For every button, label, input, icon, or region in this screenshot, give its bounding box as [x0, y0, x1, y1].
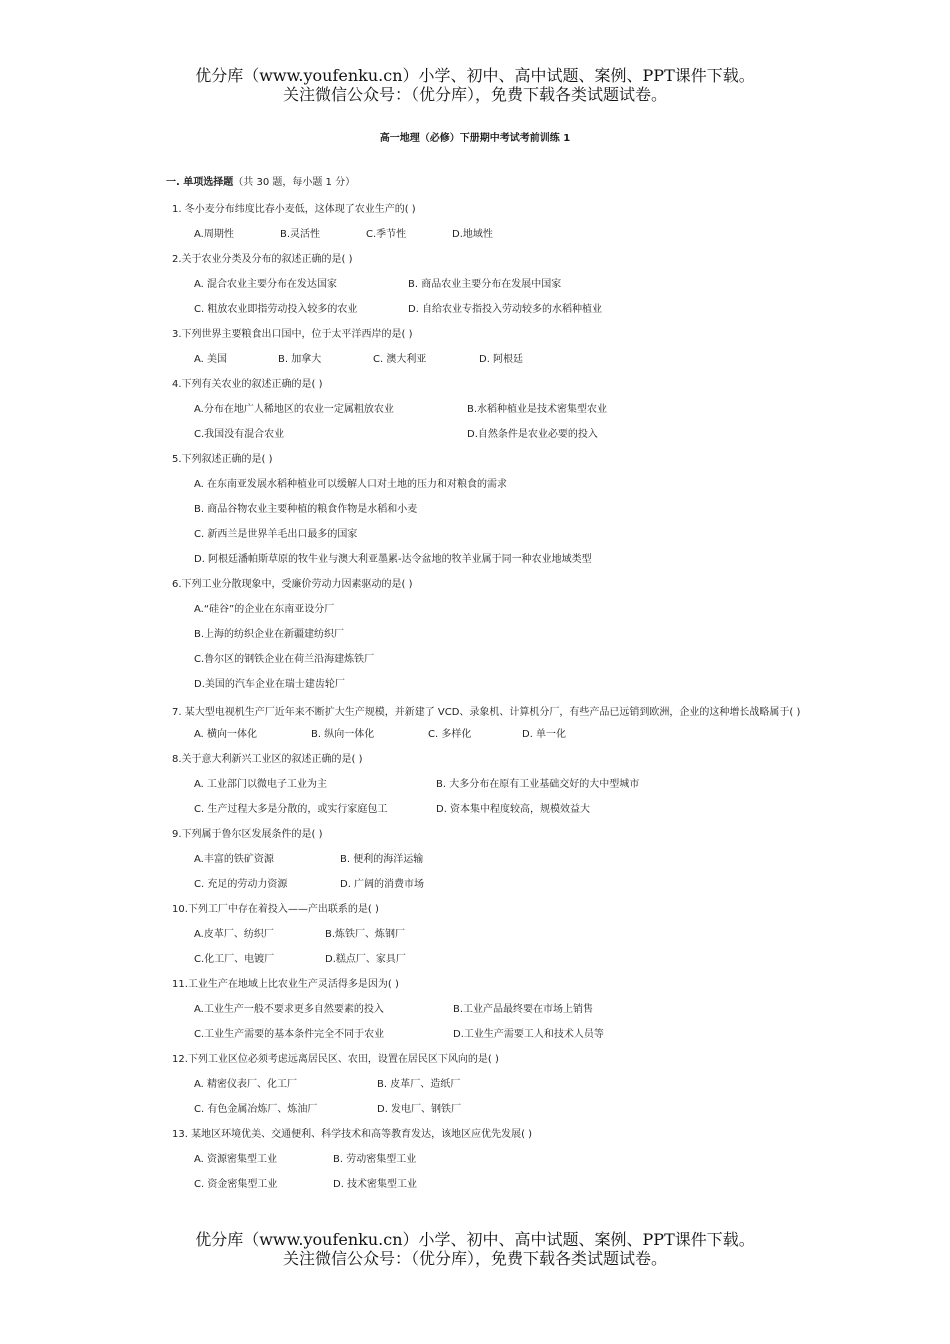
option-row	[166, 600, 806, 625]
question-stem: 12.下列工业区位必须考虑远离居民区、农田，设置在居民区下风向的是( )	[172, 1054, 499, 1065]
question-stem: 7. 某大型电视机生产厂近年来不断扩大生产规模，并新建了 VCD、录象机、计算机分厂，有些产品已远销到欧洲，企业的这种增长战略属于( )	[172, 707, 801, 718]
section-label: 一. 单项选择题	[166, 177, 234, 188]
option-row	[166, 850, 806, 875]
answer-option: A. 精密仪表厂、化工厂	[194, 1079, 298, 1090]
question-stem: 9.下列属于鲁尔区发展条件的是( )	[172, 829, 323, 840]
option-row	[166, 1025, 806, 1050]
answer-option: B.上海的纺织企业在新疆建纺织厂	[194, 629, 345, 640]
option-row	[166, 1150, 806, 1175]
page-title: 高一地理（必修）下册期中考试考前训练 1	[379, 133, 571, 144]
answer-option: D.自然条件是农业必要的投入	[467, 429, 598, 440]
header-line-2: 关注微信公众号：（优分库），免费下载各类试题试卷。	[282, 85, 667, 104]
option-row	[166, 625, 806, 650]
answer-option: B. 皮革厂、造纸厂	[377, 1079, 461, 1090]
answer-option: D.工业生产需要工人和技术人员等	[453, 1029, 604, 1040]
answer-option: C. 充足的劳动力资源	[194, 879, 288, 890]
answer-option: C. 粗放农业即指劳动投入较多的农业	[194, 304, 358, 315]
answer-option: B.灵活性	[280, 229, 321, 240]
question-stem: 8.关于意大利新兴工业区的叙述正确的是( )	[172, 754, 363, 765]
answer-option: B. 商品谷物农业主要种植的粮食作物是水稻和小麦	[194, 504, 418, 515]
question-stem: 3.下列世界主要粮食出口国中，位于太平洋西岸的是( )	[172, 329, 413, 340]
option-row	[166, 475, 806, 500]
answer-option: D. 阿根廷	[479, 354, 524, 365]
option-row	[166, 225, 806, 250]
answer-option: A. 在东南亚发展水稻种植业可以缓解人口对土地的压力和对粮食的需求	[194, 479, 508, 490]
answer-option: C.季节性	[366, 229, 407, 240]
answer-option: C.工业生产需要的基本条件完全不同于农业	[194, 1029, 385, 1040]
option-row	[166, 425, 806, 450]
answer-option: B. 纵向一体化	[311, 729, 375, 740]
answer-option: D. 技术密集型工业	[333, 1179, 418, 1190]
answer-option: D. 自给农业专指投入劳动较多的水稻种植业	[408, 304, 603, 315]
option-row	[166, 950, 806, 975]
page-header	[0, 66, 950, 104]
footer-line-2: 关注微信公众号：（优分库），免费下载各类试题试卷。	[282, 1249, 667, 1268]
option-row	[166, 1075, 806, 1100]
answer-option: A. 横向一体化	[194, 729, 258, 740]
answer-option: A.丰富的铁矿资源	[194, 854, 274, 865]
footer-line-1: 优分库（www.youfenku.cn）小学、初中、高中试题、案例、PPT课件下载。	[195, 1230, 755, 1249]
answer-option: D. 发电厂、钢铁厂	[377, 1104, 462, 1115]
option-row	[166, 300, 806, 325]
answer-option: C. 生产过程大多是分散的，或实行家庭包工	[194, 804, 388, 815]
answer-option: A.周期性	[194, 229, 234, 240]
question-stem: 6.下列工业分散现象中，受廉价劳动力因素驱动的是( )	[172, 579, 413, 590]
answer-option: D. 资本集中程度较高，规模效益大	[436, 804, 591, 815]
answer-option: D.糕点厂、家具厂	[325, 954, 406, 965]
option-row	[166, 875, 806, 900]
answer-option: A. 工业部门以微电子工业为主	[194, 779, 328, 790]
section-note: （共 30 题，每小题 1 分）	[233, 177, 356, 188]
answer-option: D. 阿根廷潘帕斯草原的牧牛业与澳大利亚墨累-达令盆地的牧羊业属于同一种农业地域类型	[194, 554, 592, 565]
option-row	[166, 1100, 806, 1125]
answer-option: B. 便利的海洋运输	[340, 854, 424, 865]
answer-option: B.炼铁厂、炼钢厂	[325, 929, 406, 940]
answer-option: D.地域性	[452, 229, 493, 240]
question-stem: 10.下列工厂中存在着投入——产出联系的是( )	[172, 904, 379, 915]
answer-option: A.皮革厂、纺织厂	[194, 929, 274, 940]
answer-option: B. 加拿大	[278, 354, 322, 365]
question-list	[166, 173, 806, 1200]
option-row	[166, 400, 806, 425]
answer-option: B. 商品农业主要分布在发展中国家	[408, 279, 562, 290]
header-line-1: 优分库（www.youfenku.cn）小学、初中、高中试题、案例、PPT课件下载。	[195, 66, 755, 85]
answer-option: D.美国的汽车企业在瑞士建齿轮厂	[194, 679, 345, 690]
answer-option: C. 新西兰是世界羊毛出口最多的国家	[194, 529, 358, 540]
answer-option: D. 广阔的消费市场	[340, 879, 425, 890]
option-row	[166, 725, 806, 750]
answer-option: A. 资源密集型工业	[194, 1154, 278, 1165]
answer-option: B. 劳动密集型工业	[333, 1154, 417, 1165]
answer-option: C. 澳大利亚	[373, 354, 427, 365]
option-row	[166, 775, 806, 800]
answer-option: A. 美国	[194, 354, 228, 365]
page-footer	[0, 1230, 950, 1268]
answer-option: C. 资金密集型工业	[194, 1179, 278, 1190]
question-stem: 5.下列叙述正确的是( )	[172, 454, 273, 465]
question-stem: 4.下列有关农业的叙述正确的是( )	[172, 379, 323, 390]
question-stem: 1. 冬小麦分布纬度比春小麦低，这体现了农业生产的( )	[172, 204, 416, 215]
answer-option: C. 多样化	[428, 729, 472, 740]
answer-option: C.我国没有混合农业	[194, 429, 285, 440]
answer-option: B.工业产品最终要在市场上销售	[453, 1004, 594, 1015]
answer-option: D. 单一化	[522, 729, 567, 740]
question-stem: 11.工业生产在地域上比农业生产灵活得多是因为( )	[172, 979, 399, 990]
option-row	[166, 275, 806, 300]
answer-option: C. 有色金属冶炼厂、炼油厂	[194, 1104, 318, 1115]
answer-option: C.化工厂、电镀厂	[194, 954, 275, 965]
answer-option: C.鲁尔区的钢铁企业在荷兰沿海建炼铁厂	[194, 654, 375, 665]
option-row	[166, 500, 806, 525]
option-row	[166, 800, 806, 825]
option-row	[166, 675, 806, 700]
answer-option: A.“硅谷”的企业在东南亚设分厂	[194, 604, 335, 615]
answer-option: B.水稻种植业是技术密集型农业	[467, 404, 608, 415]
option-row	[166, 1000, 806, 1025]
answer-option: A.分布在地广人稀地区的农业一定属粗放农业	[194, 404, 394, 415]
option-row	[166, 925, 806, 950]
section-heading	[166, 173, 806, 200]
question-stem: 13. 某地区环境优美、交通便利、科学技术和高等教育发达，该地区应优先发展( )	[172, 1129, 533, 1140]
option-row	[166, 650, 806, 675]
option-row	[166, 1175, 806, 1200]
answer-option: A. 混合农业主要分布在发达国家	[194, 279, 338, 290]
answer-option: A.工业生产一般不要求更多自然要素的投入	[194, 1004, 384, 1015]
option-row	[166, 550, 806, 575]
option-row	[166, 350, 806, 375]
question-stem: 2.关于农业分类及分布的叙述正确的是( )	[172, 254, 353, 265]
answer-option: B. 大多分布在原有工业基础交好的大中型城市	[436, 779, 640, 790]
option-row	[166, 525, 806, 550]
